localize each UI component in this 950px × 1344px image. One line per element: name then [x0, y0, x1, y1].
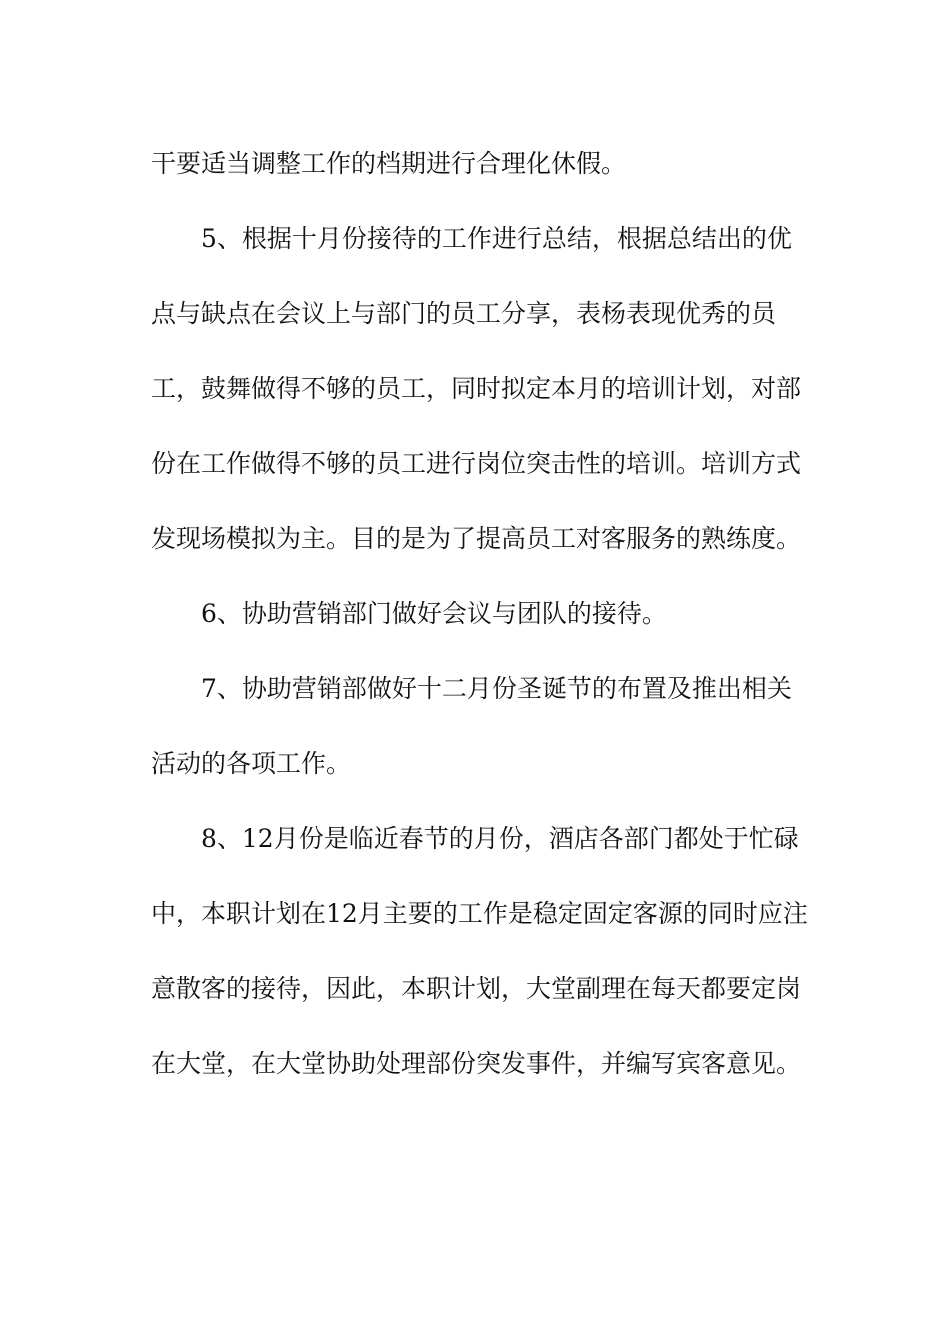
paragraph-item-6: 6、协助营销部门做好会议与团队的接待。: [201, 599, 667, 628]
paragraph-continuation: 干要适当调整工作的档期进行合理化休假。: [151, 149, 627, 178]
paragraph-item-8: 8、12月份是临近春节的月份，酒店各部门都处于忙碌中，本职计划在12月主要的工作是稳定固定客源的同时应注意散客的接待，因此，本职计划，大堂副理在每天都要定岗在大堂，在大堂协助处理部份突发事件，并编写宾客意见。: [151, 824, 808, 1078]
paragraph-item-5: 5、根据十月份接待的工作进行总结，根据总结出的优点与缺点在会议上与部门的员工分享，表杨表现优秀的员工，鼓舞做得不够的员工，同时拟定本月的培训计划，对部份在工作做得不够的员工进行岗位突击性的培训。培训方式发现场模拟为主。目的是为了提高员工对客服务的熟练度。: [151, 224, 802, 553]
document-body: [151, 126, 811, 1101]
paragraph-item-7: 7、协助营销部做好十二月份圣诞节的布置及推出相关活动的各项工作。: [151, 674, 792, 778]
